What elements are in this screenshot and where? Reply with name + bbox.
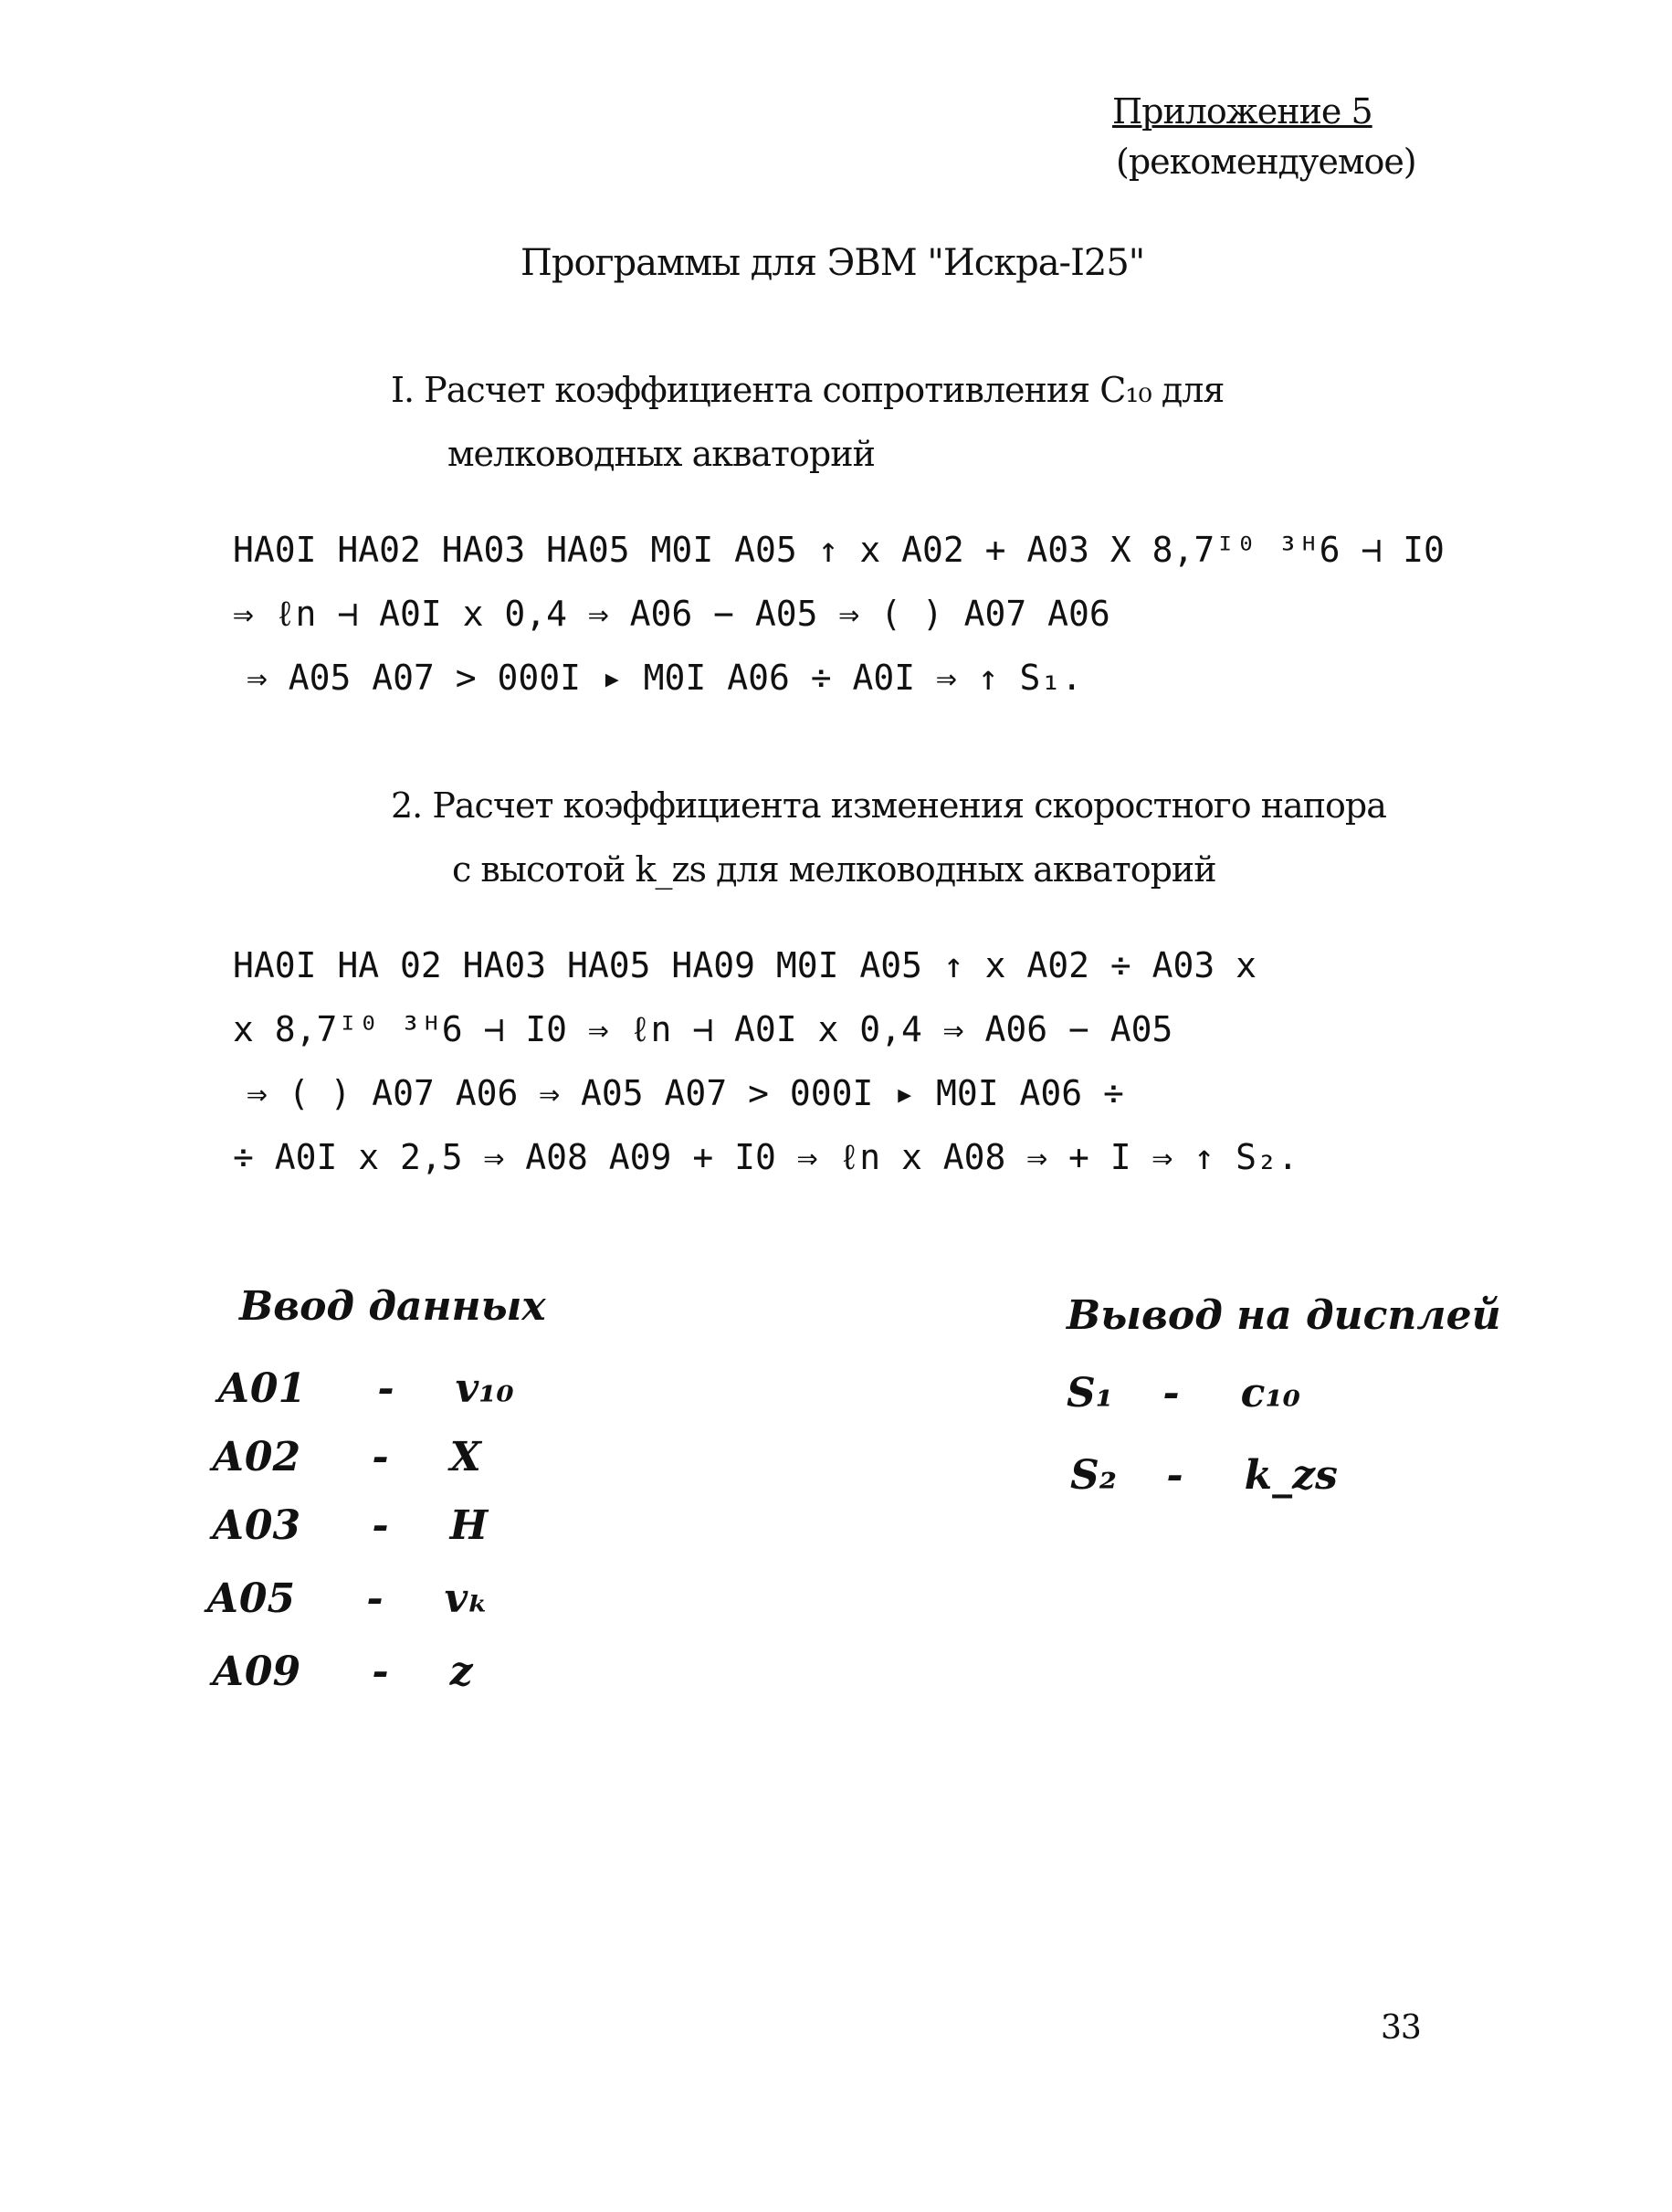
section1-heading-line1: I. Расчет коэффициента сопротивления C₁₀ для <box>391 370 1225 410</box>
input-key: А09 <box>212 1648 301 1695</box>
input-row-a03 <box>212 1502 488 1549</box>
section1-code-line1: НА0I НА02 НА03 НА05 М0I А05 ↑ х А02 + А03 Х 8,7ᴵ⁰ ³ᴴ6 ⊣ I0 <box>233 530 1445 570</box>
input-dash: - <box>372 1648 389 1695</box>
input-value: X <box>449 1434 481 1480</box>
input-key: А03 <box>212 1502 301 1549</box>
input-dash: - <box>372 1502 389 1549</box>
input-row-a05 <box>206 1575 489 1622</box>
input-value: H <box>449 1502 489 1549</box>
output-dash: - <box>1166 1452 1183 1499</box>
output-key: S₁ <box>1067 1370 1114 1417</box>
output-row-s1 <box>1067 1370 1300 1417</box>
output-value: k_zs <box>1244 1452 1338 1499</box>
appendix-note: (рекомендуемое) <box>1116 142 1416 182</box>
input-dash: - <box>366 1575 384 1622</box>
section2-heading-line1: 2. Расчет коэффициента изменения скоростного напора <box>391 785 1386 826</box>
input-key: А02 <box>212 1434 301 1480</box>
input-table-title: Ввод данных <box>239 1283 546 1330</box>
input-value: v₁₀ <box>455 1365 514 1412</box>
section1-code-line2: ⇒ ℓn ⊣ А0I х 0,4 ⇒ А06 − А05 ⇒ ( ) А07 А06 <box>233 594 1110 634</box>
output-value: c₁₀ <box>1240 1370 1300 1417</box>
section2-code-line3: ⇒ ( ) А07 А06 ⇒ А05 А07 > 000I ▸ М0I А06 ÷ <box>247 1073 1124 1113</box>
page-number: 33 <box>1381 2009 1421 2047</box>
input-dash: - <box>372 1434 389 1480</box>
section2-heading-line2: с высотой k_zs для мелководных акваторий <box>452 849 1216 890</box>
section2-code-line1: НА0I НА 02 НА03 НА05 НА09 М0I А05 ↑ х А02 ÷ А03 х <box>233 945 1257 985</box>
input-value: z <box>449 1648 473 1695</box>
section1-heading-line2: мелководных акваторий <box>447 434 875 474</box>
section1-code-line3: ⇒ А05 А07 > 000I ▸ М0I А06 ÷ А0I ⇒ ↑ S₁. <box>247 658 1083 698</box>
input-dash: - <box>377 1365 394 1412</box>
output-row-s2 <box>1070 1452 1338 1499</box>
output-table-title: Вывод на дисплей <box>1067 1292 1501 1339</box>
input-key: А01 <box>217 1365 307 1412</box>
input-row-a01 <box>217 1365 514 1412</box>
output-dash: - <box>1162 1370 1180 1417</box>
input-row-a09 <box>212 1648 473 1695</box>
input-key: А05 <box>206 1575 296 1622</box>
input-row-a02 <box>212 1434 481 1480</box>
section2-code-line2: х 8,7ᴵ⁰ ³ᴴ6 ⊣ I0 ⇒ ℓn ⊣ А0I х 0,4 ⇒ А06 − А05 <box>233 1009 1173 1049</box>
output-key: S₂ <box>1070 1452 1118 1499</box>
appendix-label: Приложение 5 <box>1112 91 1372 132</box>
page-title: Программы для ЭВМ "Искра-I25" <box>521 242 1145 284</box>
section2-code-line4: ÷ А0I х 2,5 ⇒ А08 А09 + I0 ⇒ ℓn х А08 ⇒ + I ⇒ ↑ S₂. <box>233 1137 1299 1177</box>
input-value: vₖ <box>444 1575 489 1622</box>
